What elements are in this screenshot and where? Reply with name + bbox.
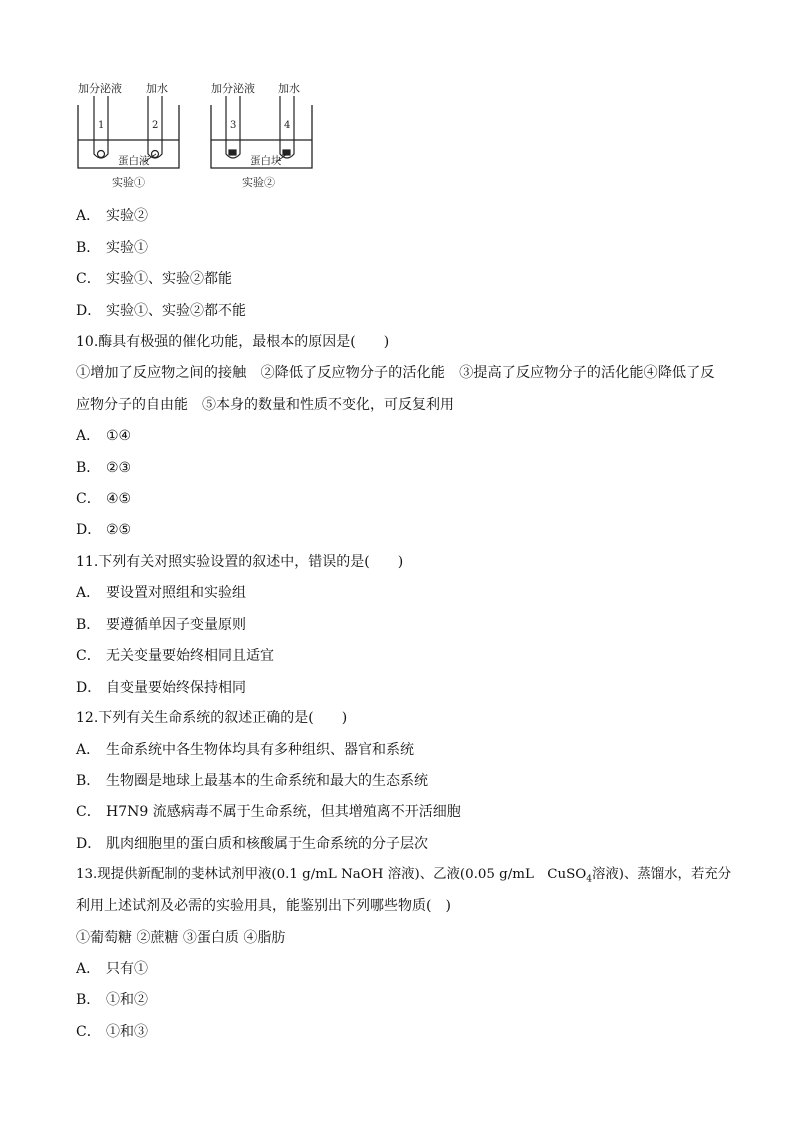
option-letter: B． [76, 773, 101, 789]
option-letter: B． [76, 617, 101, 633]
option-letter: C． [76, 1024, 101, 1040]
label-protein-block: 蛋白块 [250, 155, 282, 167]
q13-stem-line1 [76, 866, 731, 889]
option-letter: A． [76, 585, 101, 601]
label-tube-3: 3 [230, 120, 237, 131]
q9-option-d [76, 302, 246, 320]
q10-statements-line1: ①增加了反应物之间的接触 ②降低了反应物分子的活化能 ③提高了反应物分子的活化能④降低了反 [76, 365, 715, 381]
q11-option-a [76, 584, 246, 602]
option-letter: C． [76, 271, 101, 287]
label-tube-1: 1 [98, 120, 105, 131]
q10-option-a [76, 427, 131, 445]
q13-stem-part2: 溶液)、蒸馏水，若充分 [591, 867, 732, 882]
q10-option-b [76, 459, 131, 477]
option-text: 要设置对照组和实验组 [106, 585, 246, 601]
option-letter: D． [76, 680, 102, 696]
q13-stem-subscript: 4 [586, 874, 592, 885]
q12-option-d [76, 835, 428, 853]
label-add-enzyme-2: 加分泌液 [211, 82, 255, 95]
q13-stem-line2: 利用上述试剂及必需的实验用具，能鉴别出下列哪些物质( ) [76, 898, 451, 914]
option-text: 实验① [106, 240, 148, 256]
q9-option-a [76, 207, 148, 225]
q13-stem-part1: 13.现提供新配制的斐林试剂甲液(0.1 g/mL NaOH 溶液)、乙液(0.05 g/mL CuSO [76, 867, 587, 882]
option-text: H7N9 流感病毒不属于生命系统，但其增殖离不开活细胞 [106, 804, 461, 820]
option-letter: C． [76, 648, 101, 664]
option-letter: D． [76, 836, 102, 852]
label-add-water-1: 加水 [146, 82, 168, 95]
q13-option-a [76, 960, 148, 978]
q12-stem: 12.下列有关生命系统的叙述正确的是( ) [76, 710, 348, 726]
option-text: ④⑤ [106, 491, 132, 507]
q12-option-a [76, 741, 414, 759]
option-text: ②⑤ [106, 522, 132, 538]
label-add-water-2: 加水 [278, 82, 300, 95]
option-text: 无关变量要始终相同且适宜 [106, 648, 274, 664]
q13-option-c [76, 1023, 148, 1041]
experiment-diagram [74, 80, 324, 192]
q12-option-c [76, 803, 461, 821]
option-letter: A． [76, 428, 101, 444]
q9-option-b [76, 239, 148, 257]
option-text: 肌肉细胞里的蛋白质和核酸属于生命系统的分子层次 [106, 836, 428, 852]
option-text: 自变量要始终保持相同 [106, 680, 246, 696]
q10-option-c [76, 490, 131, 508]
q10-option-d [76, 521, 131, 539]
option-letter: D． [76, 522, 102, 538]
q11-option-b [76, 616, 246, 634]
label-experiment-2: 实验② [242, 176, 275, 189]
option-text: 生物圈是地球上最基本的生命系统和最大的生态系统 [106, 773, 428, 789]
option-text: ①和② [106, 992, 148, 1008]
option-letter: B． [76, 240, 101, 256]
option-text: 实验①、实验②都能 [106, 271, 232, 287]
label-experiment-1: 实验① [112, 176, 145, 189]
option-text: ①④ [106, 428, 132, 444]
option-letter: C． [76, 491, 101, 507]
q13-option-b [76, 991, 148, 1009]
option-text: 只有① [106, 961, 148, 977]
label-add-enzyme-1: 加分泌液 [78, 82, 122, 95]
experiment-figure [74, 80, 324, 192]
option-text: ①和③ [106, 1024, 148, 1040]
label-tube-2: 2 [152, 120, 159, 131]
q10-statements-line2: 应物分子的自由能 ⑤本身的数量和性质不变化，可反复利用 [76, 397, 454, 413]
option-text: 生命系统中各生物体均具有多种组织、器官和系统 [106, 742, 414, 758]
q11-option-d [76, 679, 246, 697]
option-text: 要遵循单因子变量原则 [106, 617, 246, 633]
q11-option-c [76, 647, 274, 665]
option-letter: C． [76, 804, 101, 820]
label-tube-4: 4 [284, 120, 291, 131]
option-letter: B． [76, 460, 101, 476]
option-letter: A． [76, 742, 101, 758]
option-text: ②③ [106, 460, 132, 476]
option-letter: A． [76, 208, 101, 224]
option-letter: D． [76, 303, 102, 319]
label-protein-liquid: 蛋白液 [118, 155, 150, 167]
option-text: 实验①、实验②都不能 [106, 303, 246, 319]
option-letter: A． [76, 961, 101, 977]
option-letter: B． [76, 992, 101, 1008]
q10-stem: 10.酶具有极强的催化功能，最根本的原因是( ) [76, 334, 390, 350]
q11-stem: 11.下列有关对照实验设置的叙述中，错误的是( ) [76, 554, 404, 570]
q12-option-b [76, 772, 428, 790]
q9-option-c [76, 270, 232, 288]
option-text: 实验② [106, 208, 148, 224]
q13-items: ①葡萄糖 ②蔗糖 ③蛋白质 ④脂肪 [76, 930, 286, 946]
